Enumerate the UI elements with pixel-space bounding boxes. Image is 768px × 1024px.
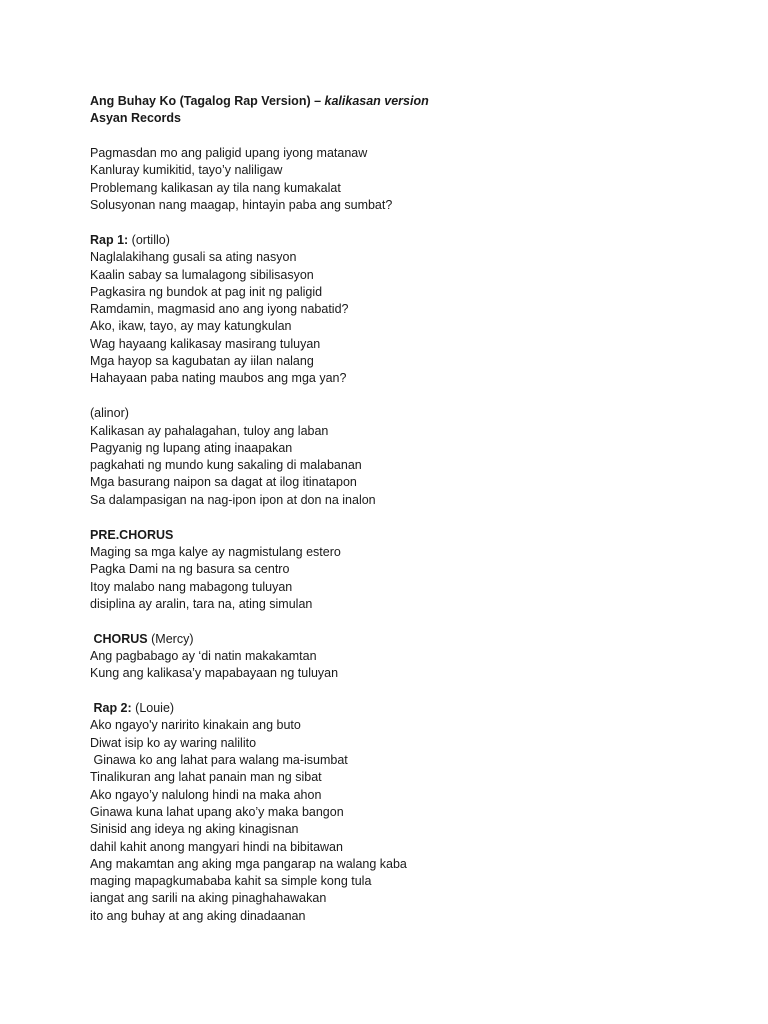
lyric-line: Ginawa ko ang lahat para walang ma-isumbat [90,753,348,768]
lyric-line: ito ang buhay at ang aking dinadaanan [90,908,306,923]
lyric-line: Ang pagbabago ay ‘di natin makakamtan [90,648,317,663]
performer-name: (Mercy) [147,631,194,646]
lyric-line: Problemang kalikasan ay tila nang kumakalat [90,180,341,195]
lyrics-body [90,93,710,925]
section-title: Rap 2: [90,701,132,716]
lyric-line: Pagkasira ng bundok at pag init ng paligid [90,284,323,299]
intro-verse [90,145,710,214]
lyric-line: iangat ang sarili na aking pinaghahawakan [90,891,327,906]
lyric-line: Tinalikuran ang lahat panain man ng sibat [90,770,322,785]
lyric-line: Pagka Dami na ng basura sa centro [90,562,290,577]
lyric-line: dahil kahit anong mangyari hindi na bibitawan [90,839,343,854]
lyric-line: Ako ngayo’y nalulong hindi na maka ahon [90,787,322,802]
title-subtitle: kalikasan version [324,94,429,108]
lyric-line: Kanluray kumikitid, tayo’y naliligaw [90,163,283,178]
lyric-line: pagkahati ng mundo kung sakaling di malabanan [90,458,362,473]
section-heading: (alinor) [90,406,129,421]
lyric-line: disiplina ay aralin, tara na, ating simulan [90,596,313,611]
lyric-line: Ako ngayo'y naririto kinakain ang buto [90,718,301,733]
lyric-line: maging mapagkumababa kahit sa simple kong tula [90,874,372,889]
performer-name: (Louie) [131,701,175,716]
lyric-line: Solusyonan nang maagap, hintayin paba ang sumbat? [90,198,393,213]
lyric-line: Pagyanig ng lupang ating inaapakan [90,440,293,455]
record-label: Asyan Records [90,111,182,126]
document-title [90,93,710,110]
section-heading [90,700,710,717]
lyric-line: Naglalakihang gusali sa ating nasyon [90,250,297,265]
lyric-line: Wag hayaang kalikasay masirang tuluyan [90,336,321,351]
lyric-line: Diwat isip ko ay waring nalilito [90,735,257,750]
section-heading [90,631,710,648]
chorus-section [90,631,710,683]
lyric-line: Kung ang kalikasa’y mapabayaan ng tuluyan [90,666,339,681]
section-title: Rap 1: [90,232,129,247]
lyric-line: Pagmasdan mo ang paligid upang iyong matanaw [90,146,368,161]
lyric-line: Hahayaan paba nating maubos ang mga yan? [90,371,347,386]
lyric-line: Ramdamin, magmasid ano ang iyong nabatid? [90,302,349,317]
lyric-line: Sa dalampasigan na nag-ipon ipon at don na inalon [90,492,376,507]
lyric-line: Itoy malabo nang mabagong tuluyan [90,579,293,594]
alinor-section [90,405,710,509]
lyric-line: Maging sa mga kalye ay nagmistulang estero [90,544,341,559]
lyric-line: Sinisid ang ideya ng aking kinagisnan [90,822,299,837]
performer-name: (ortillo) [128,232,170,247]
title-main: Ang Buhay Ko (Tagalog Rap Version) – [90,94,325,108]
lyric-line: Ang makamtan ang aking mga pangarap na walang kaba [90,856,407,871]
prechorus-section [90,527,710,613]
lyric-line: Ginawa kuna lahat upang ako’y maka bangon [90,804,344,819]
lyric-line: Kaalin sabay sa lumalagong sibilisasyon [90,267,314,282]
lyric-line: Ako, ikaw, tayo, ay may katungkulan [90,319,292,334]
rap1-section [90,232,710,388]
lyric-line: Kalikasan ay pahalagahan, tuloy ang laban [90,423,329,438]
section-heading: PRE.CHORUS [90,527,174,542]
rap2-section [90,700,710,925]
section-title: CHORUS [90,631,148,646]
lyric-line: Mga hayop sa kagubatan ay iilan nalang [90,354,314,369]
section-heading [90,232,710,249]
lyric-line: Mga basurang naipon sa dagat at ilog itinatapon [90,475,357,490]
